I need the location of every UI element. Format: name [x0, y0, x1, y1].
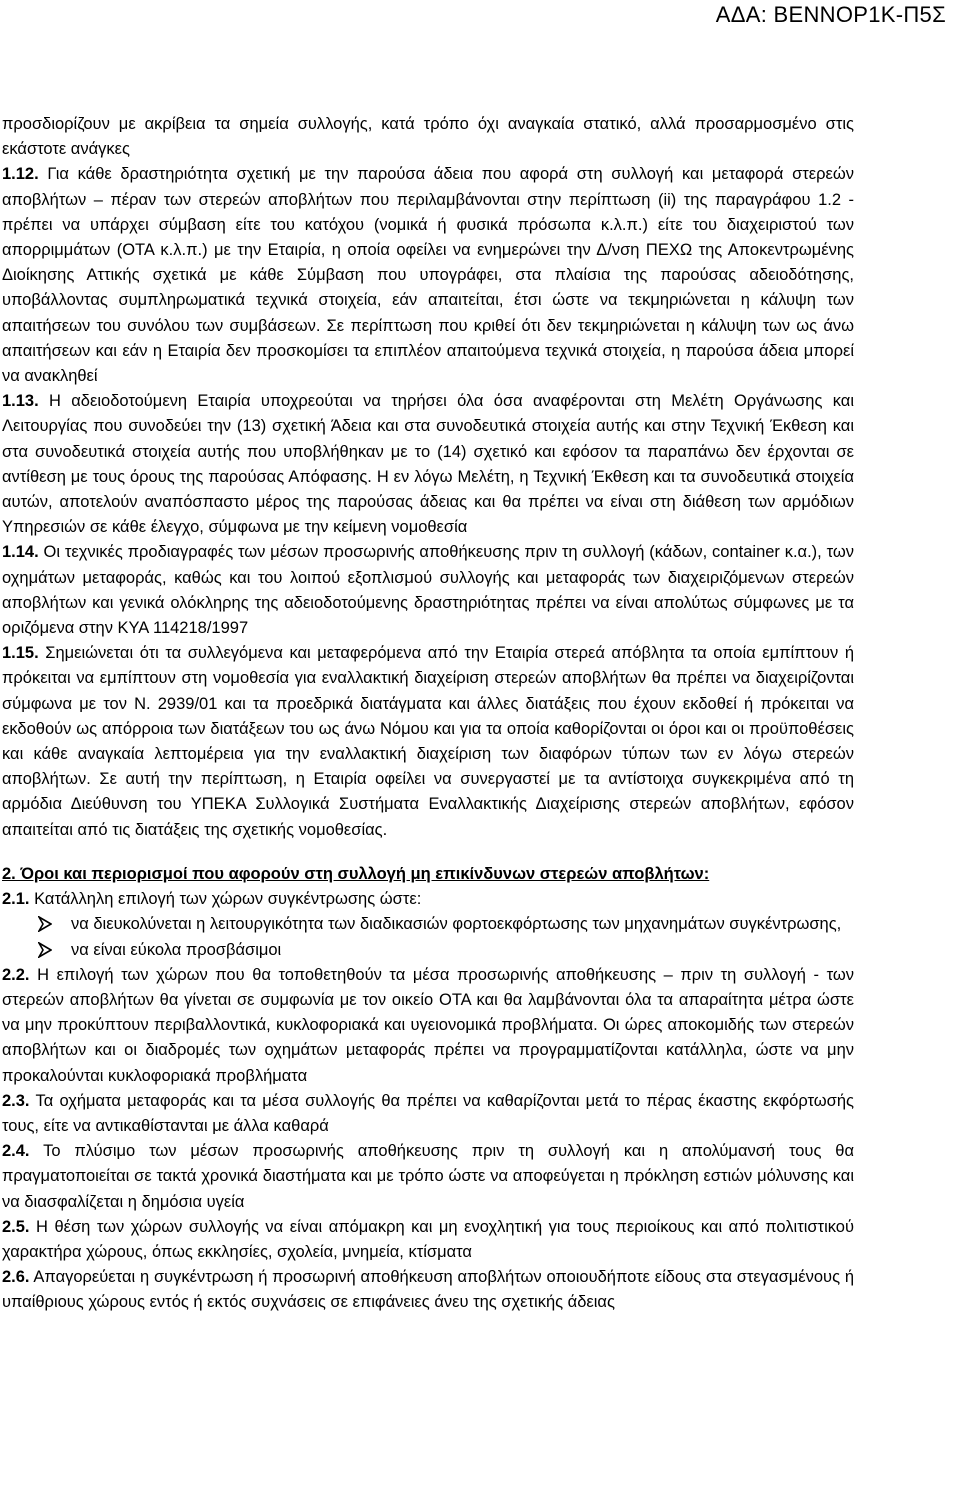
paragraph-text: Απαγορεύεται η συγκέντρωση ή προσωρινή αποθήκευση αποβλήτων οποιουδήποτε είδους στα στεγασμένους ή υπαίθριους χώρους εντός ή εκτός συχνάσεις σε επιφάνειες άνευ της σχετικής άδειας	[2, 1268, 854, 1312]
paragraph-number: 1.15.	[2, 644, 39, 663]
paragraph-number: 1.13.	[2, 392, 39, 411]
arrow-bullet-icon	[38, 916, 52, 932]
document-body	[2, 112, 854, 1316]
paragraph-text: Το πλύσιμο των μέσων προσωρινής αποθήκευσης πριν τη συλλογή και η απολύμανσή τους θα πραγματοποιείται σε τακτά χρονικά διαστήματα και με τρόπο ώστε να αποφεύγεται η πρόκληση εστιών μόλυνσης και να διασφαλίζεται η δημόσια υγεία	[2, 1142, 854, 1211]
paragraph-text: Η αδειοδοτούμενη Εταιρία υποχρεούται να τηρήσει όλα όσα αναφέρονται στη Μελέτη Οργάνωσης και Λειτουργίας που συνοδεύει την (13) σχετική Άδεια και στα συνοδευτικά στοιχεία αυτής και στην Τεχνική Έκθεση και στα συνοδευτικά στοιχεία αυτής που υποβλήθηκαν με το (14) σχετικό και εφόσον τα παραπάνω δεν έρχονται σε αντίθεση με τους όρους της παρούσας Απόφασης. Η εν λόγω Μελέτη, η Τεχνική Έκθεση και τα συνοδευτικά στοιχεία αυτών, αποτελούν αναπόσπαστο μέρος της παρούσας άδειας και θα πρέπει να είναι στη διάθεση των αρμόδιων Υπηρεσιών σε κάθε έλεγχο, σύμφωνα με την κείμενη νομοθεσία	[2, 392, 854, 537]
paragraph-2-5	[2, 1215, 854, 1265]
paragraph-1-12	[2, 162, 854, 389]
paragraph-1-13	[2, 389, 854, 540]
paragraph-2-6	[2, 1265, 854, 1315]
section-2-heading: 2. Όροι και περιορισμοί που αφορούν στη συλλογή μη επικίνδυνων στερεών αποβλήτων:	[2, 864, 710, 883]
paragraph-number: 2.1.	[2, 890, 30, 909]
paragraph-text: Η επιλογή των χώρων που θα τοποθετηθούν τα μέσα προσωρινής αποθήκευσης – πριν τη συλλογή - των στερεών αποβλήτων θα γίνεται σε συμφωνία με τον οικείο ΟΤΑ και θα λαμβάνονται όλα τα απαραίτητα μέτρα ώστε να μην προκύπτουν περιβαλλοντικά, κυκλοφοριακά και υγειονομικά προβλήματα. Οι ώρες αποκομιδής των στερεών αποβλήτων και οι διαδρομές των οχημάτων μεταφοράς πρέπει να προγραμματίζονται κατάλληλα, ώστε να μην προκαλούνται κυκλοφοριακά προβλήματα	[2, 965, 854, 1085]
paragraph-1-11-continuation: προσδιορίζουν με ακρίβεια τα σημεία συλλογής, κατά τρόπο όχι αναγκαία στατικό, αλλά προσαρμοσμένο στις εκάστοτε ανάγκες	[2, 115, 854, 159]
paragraph-1-14	[2, 540, 854, 641]
paragraph-text: Σημειώνεται ότι τα συλλεγόμενα και μεταφερόμενα από την Εταιρία στερεά απόβλητα τα οποία εμπίπτουν ή πρόκειται να εμπίπτουν στη νομοθεσία για εναλλακτική διαχείριση στερεών αποβλήτων θα πρέπει να διαχειρίζονται σύμφωνα με τον Ν. 2939/01 και τα προεδρικά διατάγματα και άλλες διατάξεις που έχουν εκδοθεί ή πρόκειται να εκδοθούν ως απόρροια των διατάξεων του ως άνω Νόμου και για τα οποία καθορίζονται οι όροι και οι προϋποθέσεις και κάθε αναγκαία λεπτομέρεια για την εναλλακτική διαχείριση των διαφόρων τύπων των εν λόγω στερεών αποβλήτων. Σε αυτή την περίπτωση, η Εταιρία οφείλει να συνεργαστεί με τα αντίστοιχα συγκεκριμένα από τη αρμόδια Διεύθυνση του ΥΠΕΚΑ Συλλογικά Συστήματα Εναλλακτικής Διαχείρισης στερεών αποβλήτων, εφόσον απαιτείται από τις διατάξεις της σχετικής νομοθεσίας.	[2, 644, 854, 839]
paragraph-2-2	[2, 963, 854, 1089]
section-gap	[2, 843, 854, 862]
list-item-text: να είναι εύκολα προσβάσιμοι	[71, 940, 282, 959]
paragraph-2-3	[2, 1089, 854, 1139]
paragraph-number: 1.14.	[2, 543, 39, 562]
paragraph-number: 2.4.	[2, 1142, 30, 1161]
paragraph-1-15	[2, 641, 854, 843]
paragraph-text: Η θέση των χώρων συλλογής να είναι απόμακρη και μη ενοχλητική για τους περιοίκους και από πολιτιστικού χαρακτήρα χώρους, όπως εκκλησίες, σχολεία, μνημεία, κτίσματα	[2, 1217, 854, 1261]
list-item	[2, 912, 854, 937]
paragraph-number: 2.2.	[2, 965, 30, 984]
arrow-bullet-icon	[38, 942, 52, 958]
list-item	[2, 938, 854, 963]
paragraph-number: 2.3.	[2, 1091, 30, 1110]
paragraph-text: Για κάθε δραστηριότητα σχετική με την παρούσα άδεια που αφορά στη συλλογή και μεταφορά στερεών αποβλήτων – πέραν των στερεών αποβλήτων που περιλαμβάνονται στην περίπτωση (ii) της παραγράφου 1.2 - πρέπει να υπάρχει σύμβαση είτε του κατόχου (νομικά ή φυσικά πρόσωπα κ.λ.π.) είτε του διαχειριστού των απορριμμάτων (ΟΤΑ κ.λ.π.) με την Εταιρία, η οποία οφείλει να ενημερώνει την Δ/νση ΠΕΧΩ της Αποκεντρωμένης Διοίκησης Αττικής σχετικά με κάθε Σύμβαση που υπογράφει, στα πλαίσια της παρούσας αδειοδότησης, υποβάλλοντας συμπληρωματικά τεχνικά στοιχεία, εάν απαιτείται, έτσι ώστε να τεκμηριώνεται η κάλυψη των απαιτήσεων του συνόλου των συμβάσεων. Σε περίπτωση που κριθεί ότι δεν τεκμηριώνεται η κάλυψη των ως άνω απαιτήσεων και εάν η Εταιρία δεν προσκομίσει τα επιπλέον απαιτούμενα τεχνικά στοιχεία, η παρούσα άδεια μπορεί να ανακληθεί	[2, 165, 854, 386]
paragraph-number: 1.12.	[2, 165, 39, 184]
paragraph-number: 2.5.	[2, 1217, 30, 1236]
list-item-text: να διευκολύνεται η λειτουργικότητα των διαδικασιών φορτοεκφόρτωσης των μηχανημάτων συγκέντρωσης,	[71, 915, 842, 934]
paragraph-text: Κατάλληλη επιλογή των χώρων συγκέντρωσης ώστε:	[29, 890, 422, 909]
paragraph-text: Τα οχήματα μεταφοράς και τα μέσα συλλογής θα πρέπει να καθαρίζονται μετά το πέρας έκαστης εκφόρτωσής τους, είτε να αντικαθίστανται με άλλα καθαρά	[2, 1091, 854, 1135]
paragraph-number: 2.6.	[2, 1268, 30, 1287]
ada-code-header: ΑΔΑ: ΒΕΝΝΟΡ1Κ-Π5Σ	[715, 2, 946, 27]
paragraph-2-4	[2, 1139, 854, 1215]
paragraph-2-1-bullet-list	[2, 912, 854, 962]
paragraph-text: Οι τεχνικές προδιαγραφές των μέσων προσωρινής αποθήκευσης πριν τη συλλογή (κάδων, container κ.α.), των οχημάτων μεταφοράς, καθώς και του λοιπού εξοπλισμού συλλογής και μεταφοράς των διαχειριζόμενων στερεών αποβλήτων και γενικά ολόκληρης της αδειοδοτούμενης δραστηριότητας πρέπει να είναι απολύτως σύμφωνες με τα οριζόμενα στην ΚΥΑ 114218/1997	[2, 543, 854, 638]
paragraph-2-1	[2, 887, 854, 912]
